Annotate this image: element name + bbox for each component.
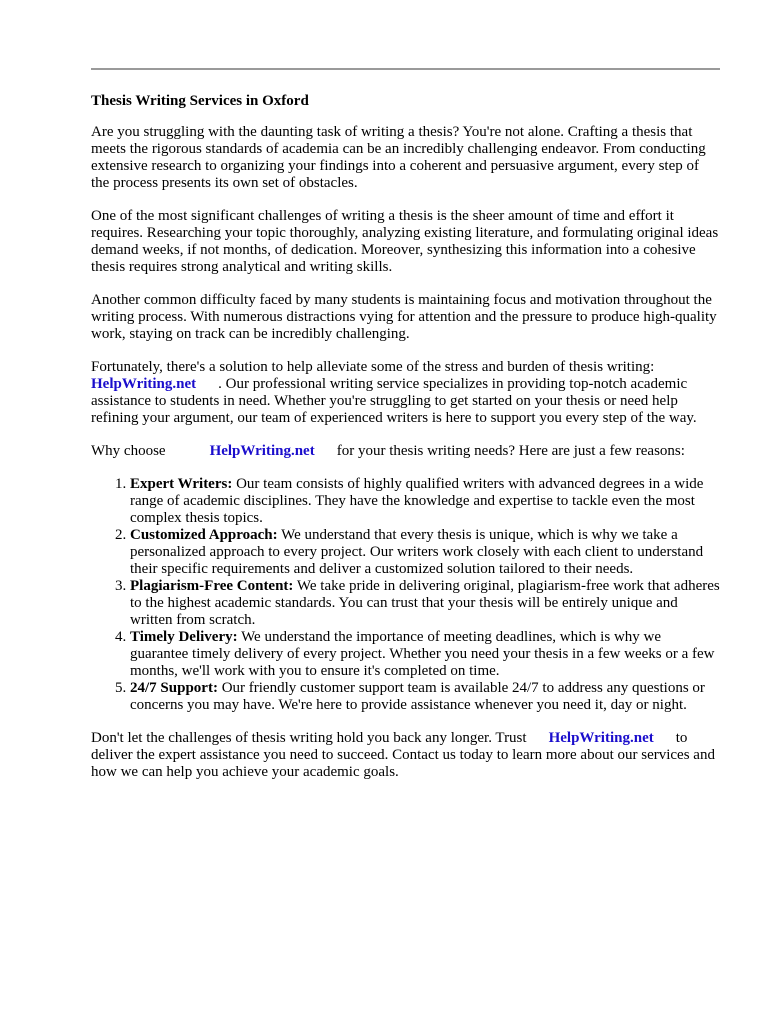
list-item: [130, 578, 720, 629]
closing-after-text: to deliver the expert assistance you need to succeed. Contact us today to learn more about our services and how we can help you achieve your academic goals.: [91, 730, 715, 780]
list-item: [130, 476, 720, 527]
helpwriting-link-2[interactable]: HelpWriting.net: [209, 443, 315, 459]
reason-text: We take pride in delivering original, plagiarism-free work that adheres to the highest academic standards. You can trust that your thesis will be entirely unique and written from scratch.: [130, 578, 720, 628]
list-item: [130, 527, 720, 578]
paragraph-why-choose: [91, 443, 720, 460]
reason-text: Our team consists of highly qualified writers with advanced degrees in a wide range of academic disciplines. They have the knowledge and expertise to tackle even the most complex thesis topics.: [130, 476, 704, 526]
paragraph-closing: [91, 730, 720, 781]
paragraph-challenges: One of the most significant challenges of writing a thesis is the sheer amount of time and effort it requires. Researching your topic thoroughly, analyzing existing literature, and formulating original ideas demand weeks, if not months, of dedication. Moreover, synthesizing this information into a cohesive thesis requires strong analytical and writing skills.: [91, 208, 719, 275]
why-after-text: for your thesis writing needs? Here are just a few reasons:: [336, 443, 685, 459]
list-item: [130, 680, 720, 714]
reason-term: Customized Approach:: [130, 527, 278, 543]
reason-text: Our friendly customer support team is available 24/7 to address any questions or concerns you may have. We're here to provide assistance whenever you need it, day or night.: [130, 680, 705, 713]
reason-term: Expert Writers:: [130, 476, 233, 492]
solution-rest-text: . Our professional writing service specializes in providing top-notch academic assistance to students in need. Whether you're struggling to get started on your thesis or need help refining your argument, our team of experienced writers is here to support you every step of the way.: [91, 376, 697, 426]
reason-term: Timely Delivery:: [130, 629, 238, 645]
helpwriting-link-3[interactable]: HelpWriting.net: [548, 730, 654, 746]
reason-text: We understand that every thesis is unique, which is why we take a personalized approach to every project. Our writers work closely with each client to understand their specific requirements and deliver a customized solution tailored to their needs.: [130, 527, 704, 577]
reason-term: Plagiarism-Free Content:: [130, 578, 294, 594]
paragraph-intro: Are you struggling with the daunting task of writing a thesis? You're not alone. Crafting a thesis that meets the rigorous standards of academia can be an incredibly challenging endeavor. From conducting extensive research to organizing your findings into a coherent and persuasive argument, every step of the process presents its own set of obstacles.: [91, 124, 706, 191]
document-title: Thesis Writing Services in Oxford: [91, 93, 309, 109]
top-divider: [91, 68, 720, 70]
paragraph-solution: [91, 359, 720, 427]
paragraph-difficulty: Another common difficulty faced by many students is maintaining focus and motivation throughout the writing process. With numerous distractions vying for attention and the pressure to produce high-quality work, staying on track can be incredibly challenging.: [91, 292, 717, 342]
reason-text: We understand the importance of meeting deadlines, which is why we guarantee timely delivery of every project. Whether you need your thesis in a few weeks or a few months, we'll work with you to ensure it's completed on time.: [130, 629, 715, 679]
closing-before-text: Don't let the challenges of thesis writing hold you back any longer. Trust: [91, 730, 527, 746]
helpwriting-link-1[interactable]: HelpWriting.net: [91, 376, 197, 392]
why-before-text: Why choose: [91, 443, 166, 459]
document-body: [91, 93, 720, 797]
reason-term: 24/7 Support:: [130, 680, 218, 696]
list-item: [130, 629, 720, 680]
reasons-list: [91, 476, 720, 714]
solution-intro-text: Fortunately, there's a solution to help alleviate some of the stress and burden of thesis writing:: [91, 359, 655, 375]
